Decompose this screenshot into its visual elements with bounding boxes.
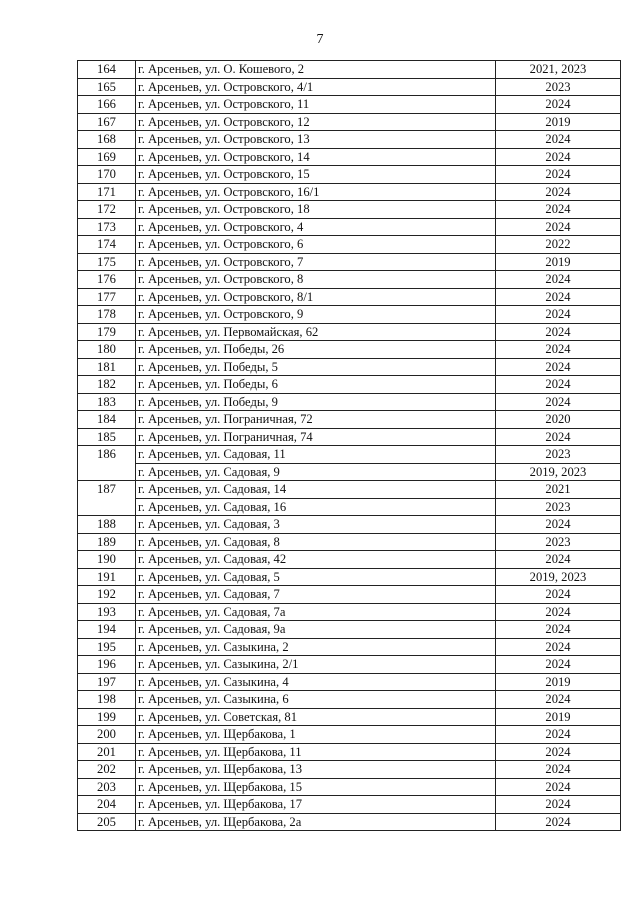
page-number: 7 — [316, 32, 324, 47]
row-address: г. Арсеньев, ул. Островского, 11 — [136, 96, 496, 114]
row-years: 2024 — [496, 393, 621, 411]
row-years: 2023 — [496, 498, 621, 516]
row-address: г. Арсеньев, ул. Сазыкина, 6 — [136, 691, 496, 709]
row-address: г. Арсеньев, ул. Садовая, 16 — [136, 498, 496, 516]
row-address: г. Арсеньев, ул. Садовая, 5 — [136, 568, 496, 586]
row-address: г. Арсеньев, ул. Островского, 15 — [136, 166, 496, 184]
row-number: 170 — [78, 166, 136, 184]
row-years: 2024 — [496, 131, 621, 149]
row-address: г. Арсеньев, ул. Щербакова, 1 — [136, 726, 496, 744]
row-address: г. Арсеньев, ул. Пограничная, 74 — [136, 428, 496, 446]
row-number: 187 — [78, 481, 136, 516]
row-address: г. Арсеньев, ул. Садовая, 42 — [136, 551, 496, 569]
table-row — [78, 376, 621, 394]
table-row — [78, 796, 621, 814]
row-number: 169 — [78, 148, 136, 166]
table-row — [78, 778, 621, 796]
row-address: г. Арсеньев, ул. Островского, 4/1 — [136, 78, 496, 96]
row-number: 192 — [78, 586, 136, 604]
row-address: г. Арсеньев, ул. Островского, 12 — [136, 113, 496, 131]
table-row — [78, 323, 621, 341]
row-address: г. Арсеньев, ул. Щербакова, 11 — [136, 743, 496, 761]
table-row — [78, 656, 621, 674]
row-years: 2024 — [496, 656, 621, 674]
row-number: 173 — [78, 218, 136, 236]
row-years: 2021 — [496, 481, 621, 499]
row-years: 2024 — [496, 691, 621, 709]
table-row — [78, 498, 621, 516]
row-number: 171 — [78, 183, 136, 201]
row-years: 2024 — [496, 96, 621, 114]
table-row — [78, 621, 621, 639]
row-years: 2023 — [496, 446, 621, 464]
row-years: 2023 — [496, 78, 621, 96]
row-number: 201 — [78, 743, 136, 761]
row-years: 2024 — [496, 621, 621, 639]
table-row — [78, 306, 621, 324]
row-years: 2023 — [496, 533, 621, 551]
row-address: г. Арсеньев, ул. Садовая, 11 — [136, 446, 496, 464]
row-years: 2024 — [496, 761, 621, 779]
row-address: г. Арсеньев, ул. Садовая, 9а — [136, 621, 496, 639]
table-row — [78, 358, 621, 376]
row-years: 2024 — [496, 638, 621, 656]
row-address: г. Арсеньев, ул. Садовая, 9 — [136, 463, 496, 481]
row-number: 166 — [78, 96, 136, 114]
table-row — [78, 271, 621, 289]
row-years: 2024 — [496, 813, 621, 831]
row-years: 2024 — [496, 376, 621, 394]
row-years: 2024 — [496, 358, 621, 376]
row-address: г. Арсеньев, ул. Садовая, 8 — [136, 533, 496, 551]
table-row — [78, 603, 621, 621]
row-number: 181 — [78, 358, 136, 376]
row-number: 179 — [78, 323, 136, 341]
row-years: 2024 — [496, 201, 621, 219]
row-address: г. Арсеньев, ул. Островского, 8 — [136, 271, 496, 289]
row-years: 2024 — [496, 288, 621, 306]
row-number: 177 — [78, 288, 136, 306]
table-row — [78, 568, 621, 586]
row-address: г. Арсеньев, ул. Первомайская, 62 — [136, 323, 496, 341]
row-years: 2024 — [496, 603, 621, 621]
row-number: 183 — [78, 393, 136, 411]
table-row — [78, 78, 621, 96]
table-row — [78, 586, 621, 604]
table-row — [78, 761, 621, 779]
row-number: 202 — [78, 761, 136, 779]
table-row — [78, 813, 621, 831]
table-row — [78, 201, 621, 219]
row-years: 2024 — [496, 271, 621, 289]
row-address: г. Арсеньев, ул. Садовая, 7а — [136, 603, 496, 621]
table-row — [78, 218, 621, 236]
row-number: 182 — [78, 376, 136, 394]
table-row — [78, 393, 621, 411]
table-row — [78, 516, 621, 534]
table-row — [78, 743, 621, 761]
row-years: 2024 — [496, 516, 621, 534]
row-years: 2024 — [496, 726, 621, 744]
table-row — [78, 113, 621, 131]
row-years: 2024 — [496, 218, 621, 236]
row-number: 186 — [78, 446, 136, 481]
row-number: 174 — [78, 236, 136, 254]
row-number: 198 — [78, 691, 136, 709]
row-years: 2024 — [496, 586, 621, 604]
table-row — [78, 253, 621, 271]
row-years: 2024 — [496, 148, 621, 166]
row-years: 2019 — [496, 253, 621, 271]
row-number: 195 — [78, 638, 136, 656]
row-number: 204 — [78, 796, 136, 814]
row-number: 185 — [78, 428, 136, 446]
row-years: 2021, 2023 — [496, 61, 621, 79]
row-number: 178 — [78, 306, 136, 324]
row-address: г. Арсеньев, ул. Островского, 6 — [136, 236, 496, 254]
row-address: г. Арсеньев, ул. Сазыкина, 4 — [136, 673, 496, 691]
row-years: 2020 — [496, 411, 621, 429]
row-number: 197 — [78, 673, 136, 691]
row-years: 2024 — [496, 341, 621, 359]
row-address: г. Арсеньев, ул. Щербакова, 17 — [136, 796, 496, 814]
row-number: 193 — [78, 603, 136, 621]
row-number: 176 — [78, 271, 136, 289]
table-row — [78, 148, 621, 166]
row-number: 175 — [78, 253, 136, 271]
row-address: г. Арсеньев, ул. Советская, 81 — [136, 708, 496, 726]
table-row — [78, 288, 621, 306]
row-years: 2024 — [496, 166, 621, 184]
row-address: г. Арсеньев, ул. Островского, 13 — [136, 131, 496, 149]
row-years: 2019 — [496, 673, 621, 691]
table-row — [78, 533, 621, 551]
table-row — [78, 446, 621, 464]
row-years: 2019, 2023 — [496, 568, 621, 586]
row-address: г. Арсеньев, ул. Садовая, 7 — [136, 586, 496, 604]
table-row — [78, 96, 621, 114]
row-number: 165 — [78, 78, 136, 96]
row-number: 168 — [78, 131, 136, 149]
row-years: 2019 — [496, 113, 621, 131]
table-row — [78, 673, 621, 691]
row-years: 2024 — [496, 778, 621, 796]
row-address: г. Арсеньев, ул. Островского, 4 — [136, 218, 496, 236]
row-address: г. Арсеньев, ул. Островского, 8/1 — [136, 288, 496, 306]
table-body — [78, 61, 621, 831]
row-address: г. Арсеньев, ул. Островского, 18 — [136, 201, 496, 219]
row-address: г. Арсеньев, ул. Садовая, 14 — [136, 481, 496, 499]
row-address: г. Арсеньев, ул. Садовая, 3 — [136, 516, 496, 534]
row-number: 190 — [78, 551, 136, 569]
table-row — [78, 481, 621, 499]
row-address: г. Арсеньев, ул. Пограничная, 72 — [136, 411, 496, 429]
row-number: 194 — [78, 621, 136, 639]
row-number: 205 — [78, 813, 136, 831]
row-number: 191 — [78, 568, 136, 586]
row-years: 2024 — [496, 306, 621, 324]
table-row — [78, 691, 621, 709]
row-address: г. Арсеньев, ул. Островского, 14 — [136, 148, 496, 166]
row-years: 2024 — [496, 323, 621, 341]
row-number: 164 — [78, 61, 136, 79]
row-number: 172 — [78, 201, 136, 219]
row-number: 188 — [78, 516, 136, 534]
row-number: 184 — [78, 411, 136, 429]
row-number: 196 — [78, 656, 136, 674]
table-row — [78, 166, 621, 184]
row-number: 189 — [78, 533, 136, 551]
row-years: 2024 — [496, 551, 621, 569]
row-address: г. Арсеньев, ул. Щербакова, 13 — [136, 761, 496, 779]
table-row — [78, 726, 621, 744]
row-number: 180 — [78, 341, 136, 359]
row-number: 167 — [78, 113, 136, 131]
row-address: г. Арсеньев, ул. Щербакова, 15 — [136, 778, 496, 796]
row-years: 2024 — [496, 183, 621, 201]
table-row — [78, 463, 621, 481]
table-row — [78, 183, 621, 201]
table-row — [78, 236, 621, 254]
table-row — [78, 411, 621, 429]
row-years: 2019 — [496, 708, 621, 726]
row-address: г. Арсеньев, ул. Победы, 5 — [136, 358, 496, 376]
row-address: г. Арсеньев, ул. Победы, 6 — [136, 376, 496, 394]
table-row — [78, 708, 621, 726]
row-address: г. Арсеньев, ул. Островского, 9 — [136, 306, 496, 324]
table-row — [78, 638, 621, 656]
row-years: 2019, 2023 — [496, 463, 621, 481]
table-row — [78, 341, 621, 359]
row-years: 2024 — [496, 428, 621, 446]
table-row — [78, 428, 621, 446]
row-address: г. Арсеньев, ул. Сазыкина, 2 — [136, 638, 496, 656]
row-address: г. Арсеньев, ул. Победы, 9 — [136, 393, 496, 411]
row-years: 2024 — [496, 743, 621, 761]
row-number: 200 — [78, 726, 136, 744]
row-address: г. Арсеньев, ул. Щербакова, 2а — [136, 813, 496, 831]
row-number: 199 — [78, 708, 136, 726]
row-address: г. Арсеньев, ул. Победы, 26 — [136, 341, 496, 359]
row-address: г. Арсеньев, ул. Сазыкина, 2/1 — [136, 656, 496, 674]
row-years: 2022 — [496, 236, 621, 254]
row-address: г. Арсеньев, ул. Островского, 7 — [136, 253, 496, 271]
table-row — [78, 551, 621, 569]
row-years: 2024 — [496, 796, 621, 814]
table-row — [78, 61, 621, 79]
row-address: г. Арсеньев, ул. Островского, 16/1 — [136, 183, 496, 201]
row-address: г. Арсеньев, ул. О. Кошевого, 2 — [136, 61, 496, 79]
table-row — [78, 131, 621, 149]
row-number: 203 — [78, 778, 136, 796]
address-table — [77, 60, 621, 831]
